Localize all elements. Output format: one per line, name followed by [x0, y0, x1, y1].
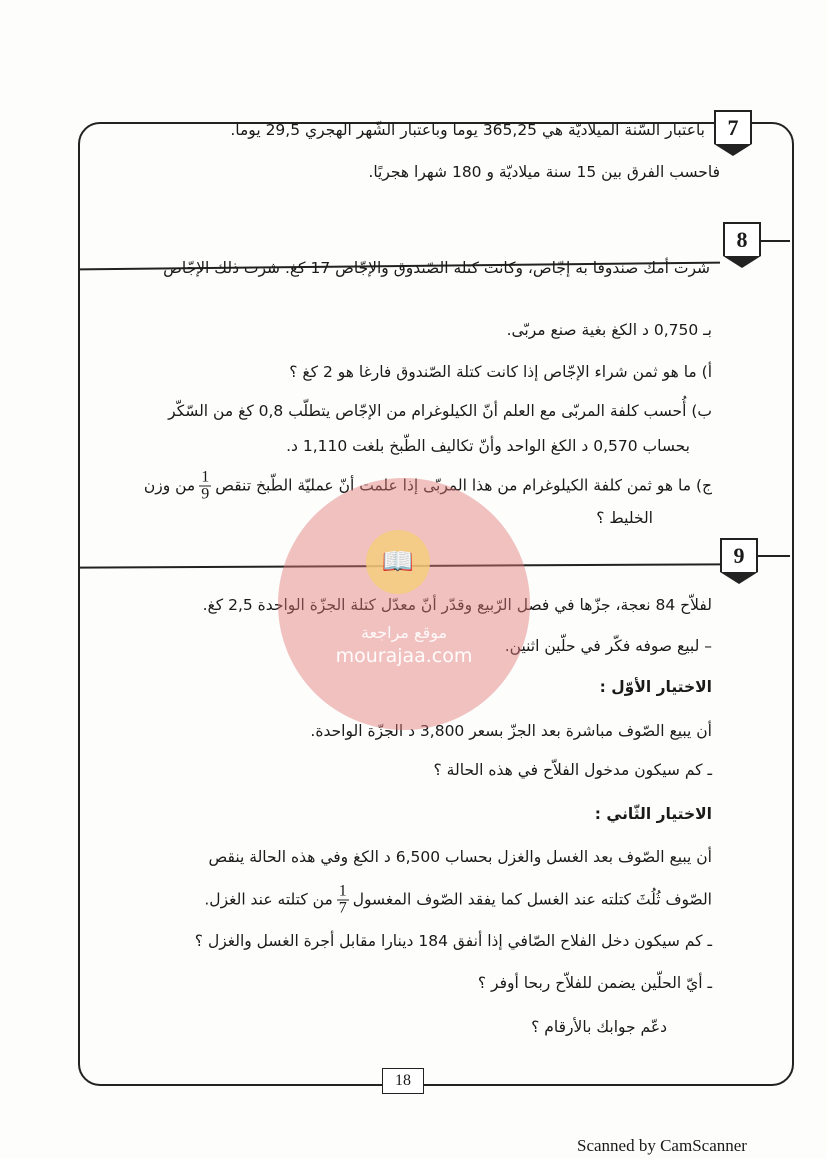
question-a: أ) ما هو ثمن شراء الإجّاص إذا كانت كتلة الصّندوق فارغا هو 2 كغ ؟ — [289, 363, 712, 381]
exercise-9-text: أن يبيع الصّوف مباشرة بعد الجزّ بسعر 3,800 د الجزّة الواحدة. — [310, 722, 712, 740]
exercise-7-text: فاحسب الفرق بين 15 سنة ميلاديّة و 180 شهرا هجريًا. — [368, 163, 720, 181]
exercise-9-question: ـ كم سيكون دخل الفلاح الصّافي إذا أنفق 184 دينارا مقابل أجرة الغسل والغزل ؟ — [194, 932, 712, 950]
question-b: ب) أُحسب كلفة المربّى مع العلم أنّ الكيلوغرام من الإجّاص يتطلّب 0,8 كغ من السّكّر — [168, 402, 712, 420]
fraction-denominator: 9 — [201, 485, 210, 503]
exercise-9-question: ـ كم سيكون مدخول الفلاّح في هذه الحالة ؟ — [433, 761, 712, 779]
question-c-text: ج) ما هو ثمن كلفة الكيلوغرام من هذا المربّى إذا علمت أنّ عمليّة الطّبخ تنقص — [215, 476, 712, 495]
question-c-cont: الخليط ؟ — [596, 509, 653, 527]
exercise-number-badge: 7 — [714, 110, 752, 144]
fraction-denominator: 7 — [338, 899, 347, 917]
watermark-latin: mourajaa.com — [335, 645, 473, 667]
fraction-numerator: 1 — [201, 468, 210, 486]
section-divider — [756, 555, 790, 557]
fraction-one-seventh — [337, 884, 349, 917]
fraction-numerator: 1 — [338, 882, 347, 900]
option-2-heading: الاختيار الثّاني : — [594, 805, 712, 823]
exercise-9-text: – لبيع صوفه فكّر في حلّين اثنين. — [504, 637, 712, 655]
book-icon: 📖 — [366, 530, 430, 594]
exercise-9-text: لفلاّح 84 نعجة، جزّها في فصل الرّبيع وقدّر أنّ معدّل كتلة الجزّة الواحدة 2,5 كغ. — [202, 596, 712, 614]
fraction-one-ninth — [199, 470, 211, 503]
exercise-number-badge: 9 — [720, 538, 758, 572]
exercise-9-question: دعّم جوابك بالأرقام ؟ — [531, 1018, 667, 1036]
section-divider — [760, 240, 790, 242]
scanner-footer: Scanned by CamScanner — [577, 1136, 747, 1155]
question-b-cont: بحساب 0,570 د الكغ الواحد وأنّ تكاليف الطّبخ بلغت 1,110 د. — [286, 437, 690, 455]
watermark-arabic: موقع مراجعة — [360, 623, 448, 642]
exercise-9-text-part: الصّوف ثُلُثَ كتلته عند الغسل كما يفقد الصّوف المغسول — [352, 890, 712, 909]
exercise-8-text: بـ 0,750 د الكغ بغية صنع مربّى. — [506, 321, 712, 339]
watermark-logo — [278, 478, 530, 730]
exercise-9-text: أن يبيع الصّوف بعد الغسل والغزل بحساب 6,500 د الكغ وفي هذه الحالة ينقص — [208, 848, 712, 866]
question-c-text: من وزن — [143, 476, 196, 495]
exercise-9-text — [204, 884, 712, 917]
exercise-7-text: باعتبار السّنة الميلاديّة هي 365,25 يوما وباعتبار الشّهر الهجري 29,5 يوما. — [230, 121, 705, 139]
exercise-9-text-part: من كتلته عند الغزل. — [204, 890, 333, 909]
exercise-number-badge: 8 — [723, 222, 761, 256]
exercise-8-text: شرت أمك صندوقا به إجّاص، وكانت كتلة الصّندوق والإجّاص 17 كغ. شرت ذلك الإجّاص — [163, 259, 710, 277]
option-1-heading: الاختيار الأوّل : — [599, 678, 712, 696]
page-number: 18 — [382, 1068, 424, 1094]
exercise-9-question: ـ أيّ الحلّين يضمن للفلاّح ربحا أوفر ؟ — [477, 974, 712, 992]
